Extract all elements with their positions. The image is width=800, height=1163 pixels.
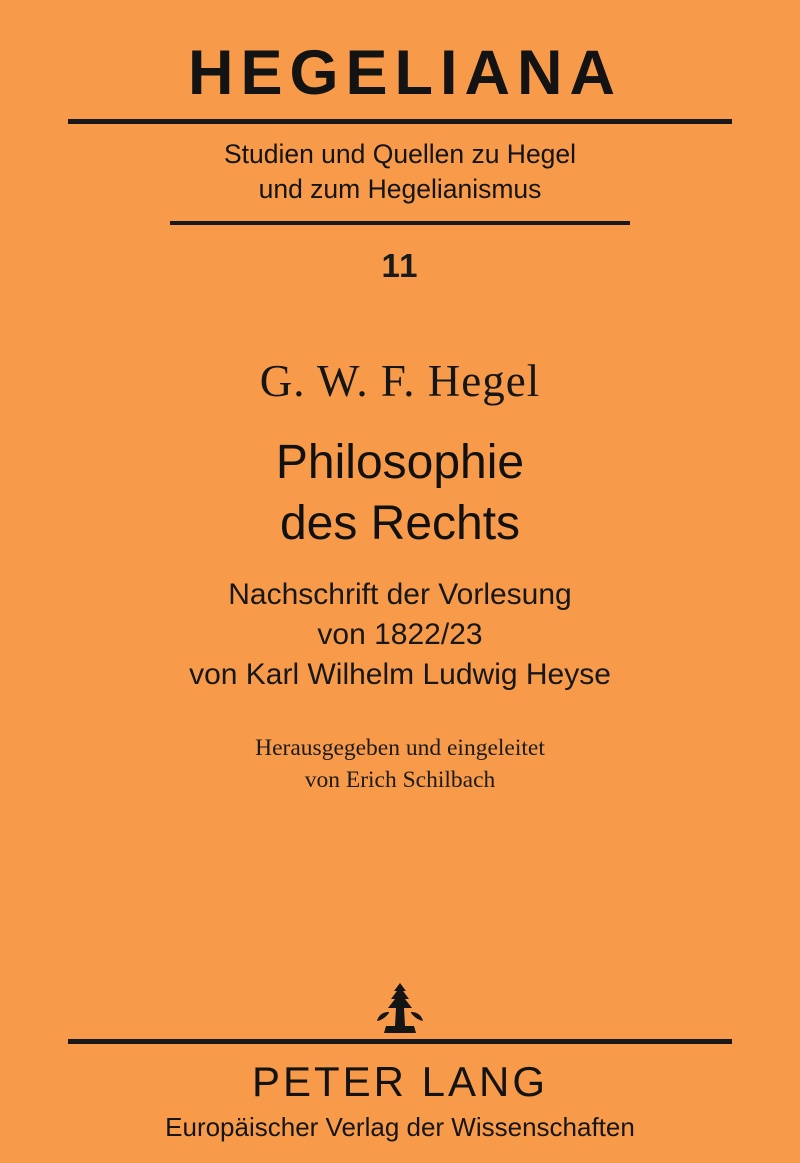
series-header: [0, 0, 800, 285]
publisher-logo-wrap: [0, 987, 800, 1039]
series-subtitle: [0, 137, 800, 207]
editor-credit: [0, 733, 800, 796]
book-title: [0, 433, 800, 555]
divider-top: [68, 119, 732, 124]
series-title: HEGELIANA: [187, 38, 623, 108]
editor-credit-line-1: Herausgegeben und eingeleitet: [255, 735, 545, 762]
publisher-tagline: Europäischer Verlag der Wissenschaften: [165, 1112, 635, 1142]
book-subtitle: [0, 575, 800, 695]
book-subtitle-line-3: von Karl Wilhelm Ludwig Heyse: [189, 658, 611, 692]
divider-bottom: [68, 1039, 732, 1044]
series-subtitle-line-2: und zum Hegelianismus: [258, 174, 542, 205]
editor-credit-line-2: von Erich Schilbach: [304, 766, 496, 793]
book-title-line-1: Philosophie: [275, 436, 525, 490]
publisher-footer: [0, 987, 800, 1163]
author-name: G. W. F. Hegel: [259, 356, 541, 407]
book-subtitle-line-2: von 1822/23: [317, 618, 483, 652]
book-title-line-2: des Rechts: [279, 497, 521, 551]
book-subtitle-line-1: Nachschrift der Vorlesung: [228, 578, 572, 612]
series-subtitle-line-1: Studien und Quellen zu Hegel: [223, 139, 577, 169]
publisher-name: PETER LANG: [251, 1058, 549, 1105]
title-block: [0, 355, 800, 796]
tree-logo-icon: [369, 982, 431, 1039]
divider-middle: [170, 221, 630, 225]
volume-number: 11: [381, 247, 419, 285]
